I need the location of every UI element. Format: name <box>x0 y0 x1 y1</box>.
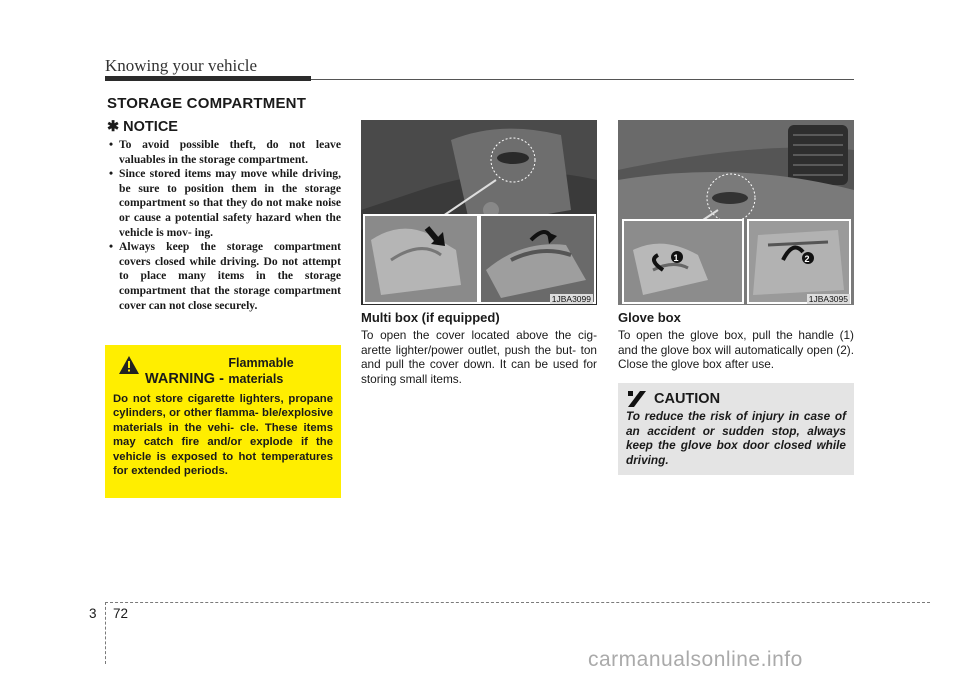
multi-box-figure <box>361 120 597 305</box>
page-number: 72 <box>113 606 129 621</box>
figure-code: 1JBA3099 <box>551 294 591 304</box>
warning-triangle-icon <box>119 356 139 374</box>
caution-label: CAUTION <box>654 391 721 407</box>
chapter-number: 3 <box>89 606 97 621</box>
notice-item: • To avoid possible theft, do not leave valuables in the storage compartment. <box>107 138 341 167</box>
warning-label: WARNING - <box>145 371 224 387</box>
warning-header <box>119 355 333 388</box>
glove-box-text: To open the glove box, pull the handle (1) and the glove box will automatically open (2). Close the glove box after use. <box>618 328 854 371</box>
figure-code: 1JBA3095 <box>808 294 848 304</box>
multi-box-illustration <box>361 120 597 305</box>
notice-block <box>107 119 341 313</box>
footer-rule <box>105 602 930 603</box>
footer-divider <box>105 602 106 664</box>
notice-list <box>107 138 341 313</box>
notice-item: • Since stored items may move while driving, be sure to position them in the storage compartment so that they do not make noise or cause a potential safety hazard when the vehicle is mov- ing. <box>107 167 341 240</box>
caution-header <box>628 391 846 407</box>
callout-2-label: 2 <box>804 254 810 264</box>
caution-box <box>618 383 854 475</box>
glove-box-figure <box>618 120 854 305</box>
callout-1-label: 1 <box>673 253 679 263</box>
warning-subtitle: Flammable materials <box>228 356 294 386</box>
section-title: STORAGE COMPARTMENT <box>107 95 307 112</box>
notice-item: • Always keep the storage compartment covers closed while driving. Do not attempt to place many items in the storage compartment that the storage compartment cover can not close securely. <box>107 240 341 313</box>
glove-box-title: Glove box <box>618 310 681 325</box>
multi-box-title: Multi box (if equipped) <box>361 310 500 325</box>
multi-box-text: To open the cover located above the cig- arette lighter/power outlet, push the but- ton and pull the cover down. It can be used for storing small items. <box>361 328 597 386</box>
header-rule <box>311 79 854 80</box>
notice-title: ✱ NOTICE <box>107 119 178 135</box>
warning-box <box>105 345 341 498</box>
warning-text: Do not store cigarette lighters, propane cylinders, or other flamma- ble/explosive materials in the vehi- cle. These items may catch fire and/or explode if the vehicle is exposed to hot temperatures for extended periods. <box>113 393 333 478</box>
glove-box-illustration <box>618 120 854 305</box>
caution-text: To reduce the risk of injury in case of an accident or sudden stop, always keep the glove box door closed while driving. <box>626 409 846 467</box>
page-header-title: Knowing your vehicle <box>105 56 258 75</box>
caution-slash-icon <box>628 391 646 407</box>
watermark: carmanualsonline.info <box>588 648 803 671</box>
header-bar <box>105 76 311 81</box>
